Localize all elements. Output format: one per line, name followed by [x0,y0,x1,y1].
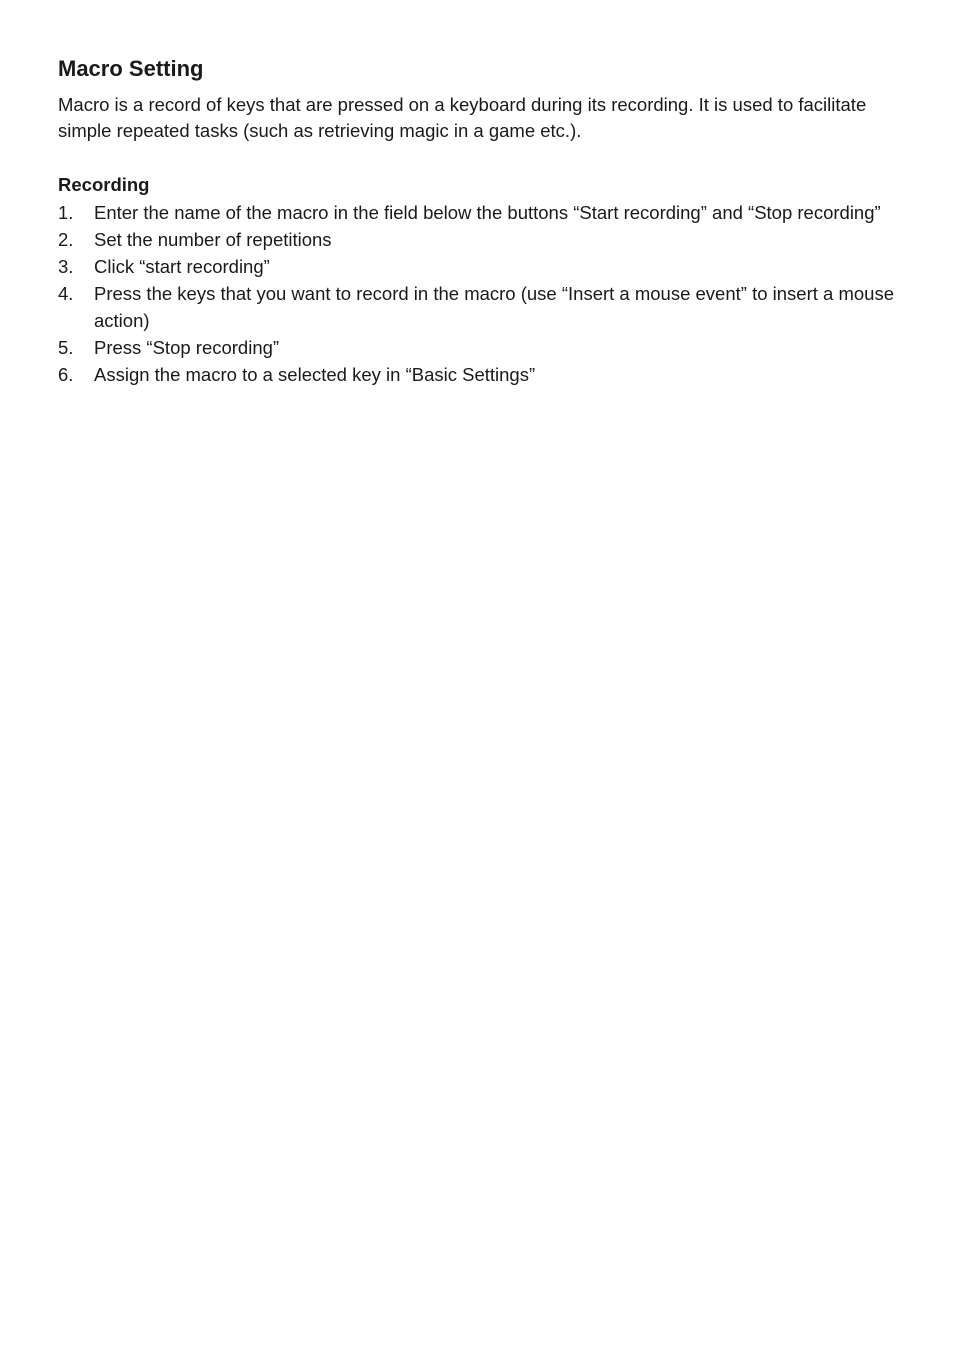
step-text: Press “Stop recording” [94,336,280,358]
step-text: Click “start recording” [94,256,270,277]
document-page [58,52,908,389]
list-item [58,362,908,389]
step-number: 1. [58,202,74,223]
step-text: Assign the macro to a selected key in “Basic Settings” [94,363,536,385]
list-item [58,200,908,227]
list-item [58,281,908,334]
step-number: 4. [58,283,74,304]
step-number: 3. [58,256,74,277]
list-item [58,227,908,254]
intro-paragraph: Macro is a record of keys that are pressed on a keyboard during its recording. It is used to facilitate simple repeated tasks (such as retrieving magic in a game etc.). [58,94,867,141]
recording-steps-list [58,200,908,388]
step-number: 2. [58,229,74,250]
list-item [58,335,908,362]
step-text: Press the keys that you want to record in the macro (use “Insert a mouse event” to insert a mouse action) [94,283,894,331]
step-text: Enter the name of the macro in the field below the buttons “Start recording” and “Stop recording” [94,202,881,223]
section-heading-recording: Recording [58,174,150,195]
step-number: 6. [58,363,74,385]
step-text: Set the number of repetitions [94,229,332,250]
list-item [58,254,908,281]
step-number: 5. [58,336,74,358]
page-title: Macro Setting [58,56,204,81]
